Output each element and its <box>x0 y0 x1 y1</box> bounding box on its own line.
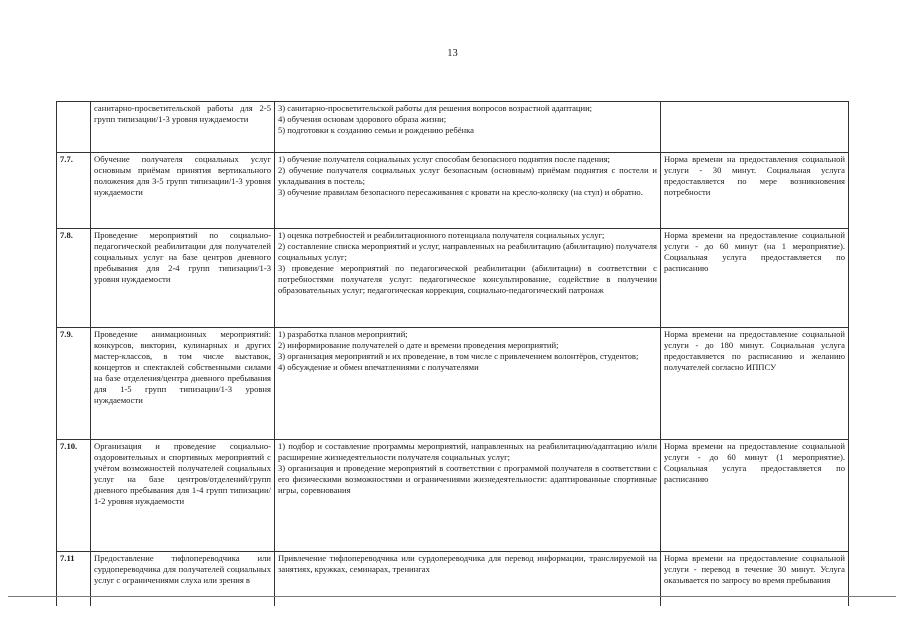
row-number: 7.7. <box>57 153 91 229</box>
service-content <box>275 552 661 606</box>
table-row <box>57 102 849 153</box>
content-item: 5) подготовки к созданию семьи и рождению ребёнка <box>278 125 474 135</box>
page-number: 13 <box>447 48 458 59</box>
table-row <box>57 552 849 606</box>
content-item: 3) санитарно-просветительской работы для решения вопросов возрастной адаптации; <box>278 103 593 113</box>
content-item: 1) оценка потребностей и реабилитационного потенциала получателя социальных услуг; <box>278 230 605 240</box>
row-number: 7.9. <box>57 328 91 440</box>
service-content <box>275 328 661 440</box>
content-item: 3) обучение правилам безопасного пересаживания с кровати на кресло-коляску (на стул) и обратно. <box>278 187 643 197</box>
service-note <box>661 102 849 153</box>
content-item: 2) составление списка мероприятий и услуг, направленных на реабилитацию (абилитацию) получателя социальных услуг; <box>278 241 657 262</box>
service-name: санитарно-просветительской работы для 2-5 групп типизации/1-3 уровня нуждаемости <box>91 102 275 153</box>
content-item: 2) информирование получателей о дате и времени проведения мероприятий; <box>278 340 559 350</box>
service-content <box>275 102 661 153</box>
row-number: 7.11 <box>57 552 91 606</box>
content-item: 1) разработка планов мероприятий; <box>278 329 408 339</box>
table-row <box>57 153 849 229</box>
service-name: Предоставление тифлопереводчика или сурдопереводчика для получателей социальных услуг с ограничениями слуха или зрения в <box>91 552 275 606</box>
table-row <box>57 229 849 328</box>
content-item: 4) обучения основам здорового образа жизни; <box>278 114 447 124</box>
services-table <box>56 101 849 606</box>
row-number: 7.8. <box>57 229 91 328</box>
table-row <box>57 328 849 440</box>
service-note: Норма времени на предоставление социальной услуги - перевод в течение 30 минут. Услуга оказывается по запросу во время пребывания <box>661 552 849 606</box>
service-name: Проведение анимационных мероприятий: конкурсов, викторин, кулинарных и других мастер-классов, в том числе выставок, концертов и спектаклей собственными силами на базе отделения/центра дневного пребывания для 1-5 групп типизации/1-3 уровня нуждаемости <box>91 328 275 440</box>
content-item: 1) подбор и составление программы мероприятий, направленных на реабилитацию/адаптацию и/или расширение жизнедеятельности получателя социальных услуг; <box>278 441 657 462</box>
service-content <box>275 229 661 328</box>
service-content <box>275 153 661 229</box>
service-name: Обучение получателя социальных услуг основным приёмам принятия вертикального положения для 3-5 групп типизации/1-3 уровня нуждаемости <box>91 153 275 229</box>
content-item: 4) обсуждение и обмен впечатлениями с получателями <box>278 362 479 372</box>
content-item: 3) проведение мероприятий по педагогической реабилитации (абилитации) в соответствии с потребностями получателя услуг: педагогическое консультирование, содействие в получении образовательных услуг; педагогическая коррекция, социально-педагогический патронаж <box>278 263 657 295</box>
row-number <box>57 102 91 153</box>
service-name: Проведение мероприятий по социально-педагогической реабилитации для получателей социальных услуг на базе центров дневного пребывания для 2-4 групп типизации/1-3 уровня нуждаемости <box>91 229 275 328</box>
content-item: 2) обучение получателя социальных услуг безопасным (основным) приёмам поднятия с постели и укладывания в постель; <box>278 165 657 186</box>
service-content <box>275 440 661 552</box>
service-name: Организация и проведение социально-оздоровительных и спортивных мероприятий с учётом возможностей получателей социальных услуг на базе центров/отделений/групп дневного пребывания для 1-4 групп типизации/ 1-2 уровня нуждаемости <box>91 440 275 552</box>
row-number: 7.10. <box>57 440 91 552</box>
content-item: Привлечение тифлопереводчика или сурдопереводчика для перевод информации, транслируемой на занятиях, кружках, семинарах, тренингах <box>278 553 657 574</box>
service-note: Норма времени на предоставление социальной услуги - до 60 минут (1 мероприятие). Социальная услуга предоставляется по расписанию <box>661 440 849 552</box>
service-note: Норма времени на предоставление социальной услуги - до 60 минут (на 1 мероприятие). Социальная услуга предоставляется по расписанию <box>661 229 849 328</box>
scan-edge-line <box>8 596 896 597</box>
content-item: 3) организация и проведение мероприятий в соответствии с программой получателя в соответствии с его физическими возможностями и ограничениями жизнедеятельности: адаптированные спортивные игры, соревнования <box>278 463 657 495</box>
content-item: 3) организация мероприятий и их проведение, в том числе с привлечением волонтёров, студентов; <box>278 351 639 361</box>
service-note: Норма времени на предоставление социальной услуги - до 180 минут. Социальная услуга предоставляется по расписанию и желанию получателей согласно ИППСУ <box>661 328 849 440</box>
content-item: 1) обучение получателя социальных услуг способам безопасного поднятия после падения; <box>278 154 610 164</box>
service-note: Норма времени на предоставления социальной услуги - 30 минут. Социальная услуга предоставляется по мере возникновения потребности <box>661 153 849 229</box>
table-row <box>57 440 849 552</box>
